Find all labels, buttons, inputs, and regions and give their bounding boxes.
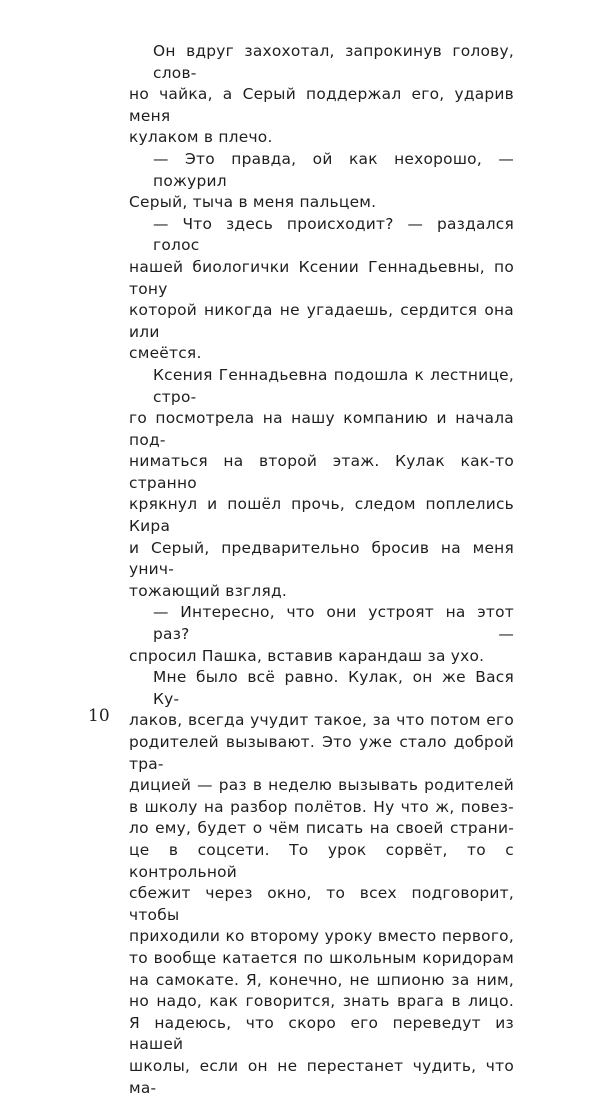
text-line: лаков, всегда учудит такое, за что потом его (129, 711, 514, 730)
text-line: дицией — раз в неделю вызывать родителей (129, 776, 514, 795)
text-line: спросил Пашка, вставив карандаш за ухо. (129, 646, 485, 665)
text-line: родителей вызывают. Это уже стало доброй тра- (129, 733, 514, 773)
text-line: ло ему, будет о чём писать на своей страни- (129, 819, 514, 838)
text-line: но надо, как говорится, знать врага в лицо. (129, 992, 514, 1011)
paragraph (129, 602, 514, 667)
text-line: — Что здесь происходит? — раздался голос (153, 214, 514, 255)
text-line: Серый, тыча в меня пальцем. (129, 193, 377, 212)
text-line: Мне было всё равно. Кулак, он же Вася Ку- (153, 668, 514, 708)
text-line: крякнул и пошёл прочь, следом поплелись Кира (129, 495, 514, 536)
body-text (129, 41, 514, 1099)
text-line: го посмотрела на нашу компанию и начала под- (129, 409, 514, 449)
text-line: — Это правда, ой как нехорошо, — пожурил (153, 149, 514, 190)
paragraph (129, 365, 514, 603)
paragraph (129, 214, 514, 365)
text-line: ниматься на второй этаж. Кулак как-то странно (129, 452, 514, 492)
text-line: смеётся. (129, 344, 202, 363)
text-line: кулаком в плечо. (129, 128, 273, 147)
text-line: школы, если он не перестанет чудить, что ма- (129, 1056, 514, 1097)
text-line: — Интересно, что они устроят на этот раз? — (153, 603, 514, 644)
page-number: 10 (88, 706, 110, 726)
text-line: Ксения Геннадьевна подошла к лестнице, стро- (153, 365, 514, 406)
text-line: на самокате. Я, конечно, не шпионю за ним, (129, 970, 514, 989)
paragraph (129, 149, 514, 214)
text-line: в школу на разбор полётов. Ну что ж, повез- (129, 797, 514, 816)
text-line: которой никогда не угадаешь, сердится она или (129, 301, 514, 341)
text-line: приходили ко второму уроку вместо первого, (129, 927, 514, 946)
text-line: Я надеюсь, что скоро его переведут из нашей (129, 1013, 514, 1054)
text-line: но чайка, а Серый поддержал его, ударив меня (129, 85, 514, 125)
text-line: тожающий взгляд. (129, 581, 287, 600)
text-line: нашей биологички Ксении Геннадьевны, по тону (129, 257, 514, 298)
text-line: сбежит через окно, то всех подговорит, чтобы (129, 884, 514, 924)
text-line: це в соцсети. То урок сорвёт, то с контрольной (129, 840, 514, 881)
text-line: то вообще катается по школьным коридорам (129, 948, 514, 967)
paragraph (129, 41, 514, 149)
paragraph (129, 667, 514, 1099)
text-line: и Серый, предварительно бросив на меня унич- (129, 538, 514, 579)
text-line: Он вдруг захохотал, запрокинув голову, слов- (153, 42, 514, 82)
